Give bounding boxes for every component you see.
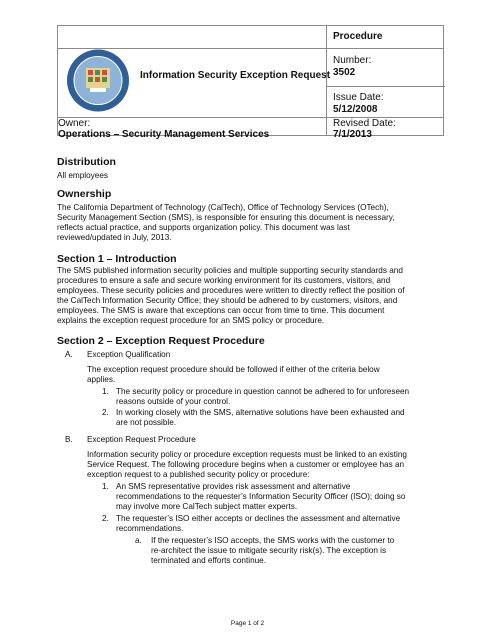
page-number: Page 1 of 2 [230,620,265,627]
item-b2-line: The requester’s ISO either accepts or declines the assessment and alternative [116,514,401,523]
item-b-marker: B. [65,435,73,444]
department-seal-logo [64,48,132,113]
item-a-title: Exception Qualification [87,350,171,359]
item-b2-marker: 2. [102,514,109,523]
ownership-paragraph [57,203,449,243]
item-b1-line: may involve more CalTech subject matter experts. [116,502,298,512]
item-b-intro-line: exception request to a published security policy or procedure: [87,470,310,480]
item-b-intro-line: Information security policy or procedure exception requests must be linked to an existing [87,450,407,459]
item-a2 [116,408,451,428]
item-b1 [116,482,451,512]
item-a2-line: In working closely with the SMS, alternative solutions have been exhausted and [116,408,405,417]
item-a-intro [87,365,447,385]
issue-date-value: 5/12/2008 [333,104,378,115]
doc-type: Procedure [333,31,383,42]
section1-line: explains the exception request procedure for an SMS policy or procedure. [57,316,325,326]
section1-line: The SMS published information security policies and multiple supporting security standards and [57,266,403,275]
section1-line: employees. The SMS is aware that exceptions can occur from time to time. This document [57,306,385,316]
item-a2-marker: 2. [102,408,109,417]
doc-title: Information Security Exception Request [140,70,331,81]
item-b-intro [87,450,452,480]
section2-heading: Section 2 – Exception Request Procedure [57,335,265,347]
revised-date-value: 7/1/2013 [333,129,372,140]
item-b-intro-line: Service Request. The following procedure begins when a customer or employee has an [87,460,405,470]
section1-paragraph [57,266,449,327]
number-value: 3502 [333,67,356,78]
item-b2 [116,514,451,534]
item-a2-line: are not possible. [116,418,177,428]
item-a-marker: A. [65,350,73,359]
ownership-line: Security Management Section (SMS), is responsible for ensuring this document is necessary, [57,213,395,223]
revised-date-label: Revised Date: [333,118,396,129]
item-b1-line: An SMS representative provides risk assessment and alternative [116,482,351,491]
ownership-line: The California Department of Technology (CalTech), Office of Technology Services (OTech), [57,203,389,212]
ownership-line: reflects actual practice, and supports organization policy. This document was last [57,223,350,233]
item-b2a-line: re-architect the issue to mitigate security risk(s). The exception is [151,546,387,556]
number-label: Number: [333,55,372,66]
item-b1-marker: 1. [102,482,109,491]
item-a1-line: The security policy or procedure in question cannot be adhered to for unforeseen [116,387,410,396]
distribution-text: All employees [57,171,108,180]
item-a1 [116,387,451,407]
ownership-heading: Ownership [57,188,112,200]
item-a-intro-line: The exception request procedure should be followed if either of the criteria below [87,365,380,374]
header-divider-3 [326,86,445,87]
item-b2a-line: If the requester’s ISO accepts, the SMS works with the customer to [151,536,395,545]
item-a-intro-line: applies. [87,375,116,385]
section1-line: employees. These security policies and procedures were written to directly reflect the position of [57,286,405,296]
issue-date-label: Issue Date: [333,92,384,103]
item-a1-marker: 1. [102,387,109,396]
item-b-title: Exception Request Procedure [87,435,196,444]
item-a1-line: reasons outside of your control. [116,397,231,407]
distribution-heading: Distribution [57,156,116,168]
section1-heading: Section 1 – Introduction [57,253,177,265]
section1-line: procedures to ensure a safe and secure working environment for its customers, visitors, and [57,276,391,286]
item-b2-line: recommendations. [116,524,184,534]
item-b1-line: recommendations to the requester’s Information Security Officer (ISO); doing so [116,492,406,502]
item-b2a-line: terminated and efforts continue. [151,556,267,566]
owner-label: Owner: [58,118,91,129]
owner-value: Operations – Security Management Services [58,129,270,140]
section1-line: the CalTech Information Security Office; they should be adhered to by customers, visitors, and [57,296,398,306]
item-b2a-marker: a. [135,536,142,545]
item-b2a [151,536,451,566]
ownership-line: reviewed/updated in July, 2013. [57,233,172,243]
